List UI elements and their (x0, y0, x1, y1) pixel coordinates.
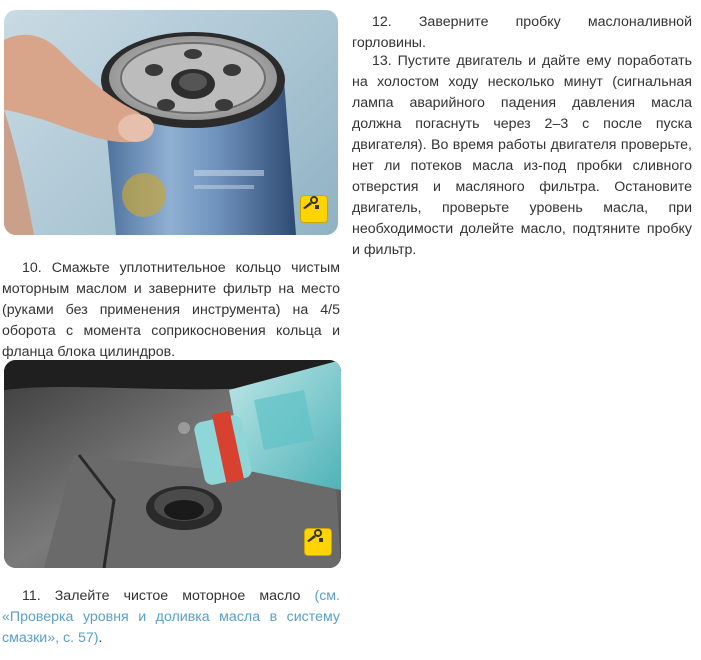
step-11-tail: . (98, 630, 103, 646)
step-11-block (2, 586, 340, 649)
oil-filter-illustration (4, 10, 338, 235)
step-13-text (352, 51, 692, 261)
step-10-text (2, 258, 340, 363)
step-11-body: 11. Залейте чистое моторное масло (22, 588, 301, 604)
wrench-badge-icon (300, 195, 328, 223)
step-11-text (2, 586, 340, 649)
oil-pouring-photo (4, 360, 341, 568)
step-11-reference-link[interactable]: (см. «Проверка уровня и доливка масла в систему смазки», с. 57) (2, 588, 340, 646)
oil-pouring-illustration (4, 360, 341, 568)
oil-filter-photo (4, 10, 338, 235)
step-10-body: 10. Смажьте уплотнительное кольцо чистым моторным маслом и заверните фильтр на место (руками без применения инструмента) на 4/5 оборота с момента соприкосновения кольца и фланца блока цилиндров. (2, 260, 340, 360)
step-12-body: 12. Заверните пробку маслоналивной горловины. (352, 14, 692, 51)
step-12-text (352, 12, 692, 54)
step-13-body: 13. Пустите двигатель и дайте ему поработать на холостом ходу несколько минут (сигнальная лампа аварийного падения давления масла должна погаснуть через 2–3 с после пуска двигателя). Во время работы двигателя проверьте, нет ли потеков масла из-под пробки сливного отверстия и масляного фильтра. Остановите двигатель, проверьте уровень масла, при необходимости долейте масло, подтяните пробку и фильтр. (352, 53, 692, 258)
wrench-badge-icon (304, 528, 332, 556)
